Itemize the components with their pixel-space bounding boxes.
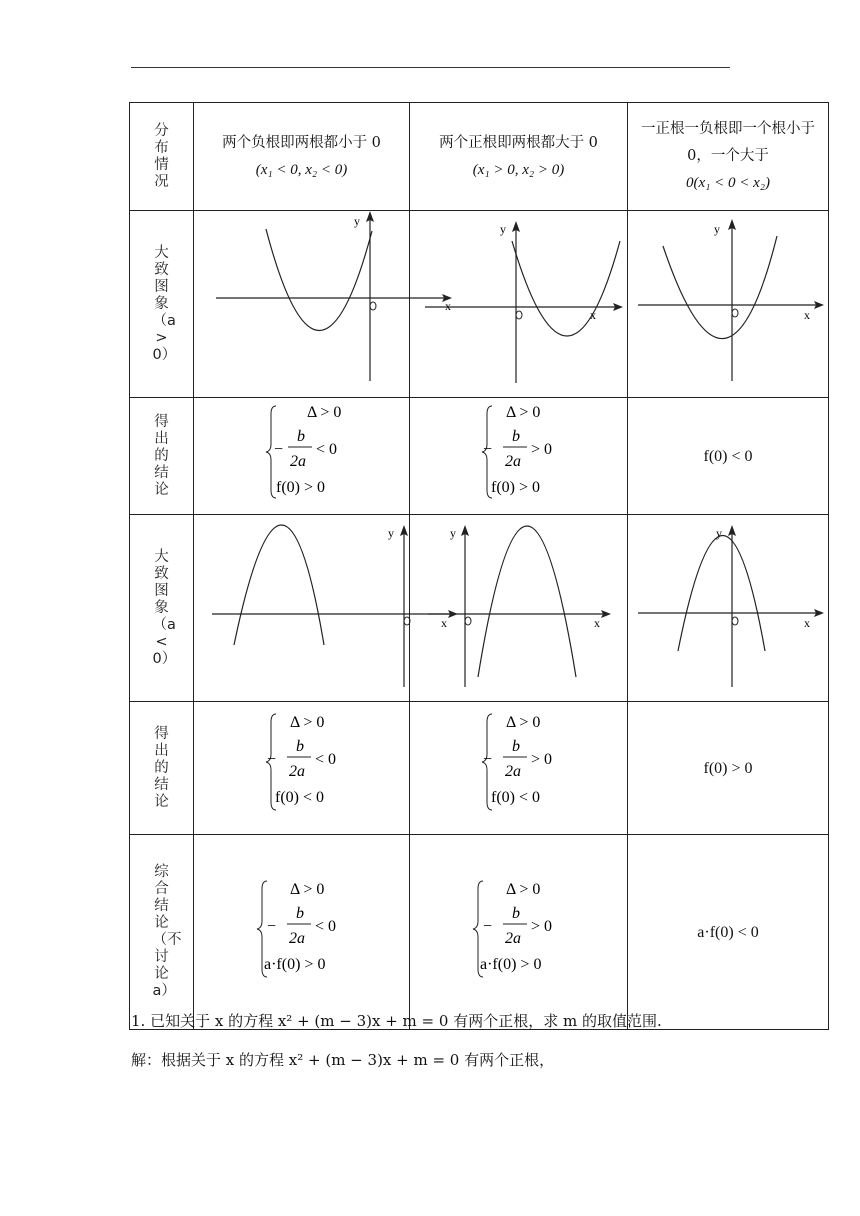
conclusion-row-a-positive xyxy=(130,398,829,515)
graph-cell xyxy=(628,211,829,398)
svg-text:b: b xyxy=(296,905,304,922)
svg-text:y: y xyxy=(500,222,506,236)
header-mixed-roots-condition: 0(x₁ < 0 < x₂) xyxy=(686,175,770,191)
graph-up-positive-roots xyxy=(410,211,627,393)
header-row xyxy=(130,103,829,211)
system-negative-roots-combined xyxy=(194,835,409,1025)
svg-text:y: y xyxy=(716,526,722,540)
svg-text:−: − xyxy=(483,751,493,768)
svg-text:2a: 2a xyxy=(289,930,305,947)
conclusion-row-a-negative xyxy=(130,702,829,835)
svg-text:Δ > 0: Δ > 0 xyxy=(307,404,342,421)
header-mixed-roots xyxy=(628,103,829,211)
conclusion-cell xyxy=(194,702,410,835)
svg-text:< 0: < 0 xyxy=(315,918,337,935)
graph-cell xyxy=(410,515,628,702)
svg-text:x: x xyxy=(441,616,447,630)
svg-text:Δ > 0: Δ > 0 xyxy=(506,881,541,898)
combined-conclusion-row xyxy=(130,835,829,1030)
svg-text:b: b xyxy=(512,905,520,922)
conclusion-cell xyxy=(410,398,628,515)
svg-text:Δ > 0: Δ > 0 xyxy=(506,404,541,421)
header-negative-roots-condition: (x₁ < 0, x₂ < 0) xyxy=(255,161,348,178)
svg-text:Δ > 0: Δ > 0 xyxy=(506,714,541,731)
svg-text:−: − xyxy=(267,918,277,935)
system-positive-roots-a-positive xyxy=(410,398,627,510)
svg-text:x: x xyxy=(804,308,810,322)
graph-row-a-positive xyxy=(130,211,829,398)
svg-text:f(0) < 0: f(0) < 0 xyxy=(491,789,541,806)
svg-text:> 0: > 0 xyxy=(531,751,553,768)
graph-down-negative-roots xyxy=(194,515,447,697)
svg-text:f(0) > 0: f(0) > 0 xyxy=(491,479,541,496)
svg-text:b: b xyxy=(297,428,305,445)
svg-text:2a: 2a xyxy=(505,763,521,780)
svg-text:2a: 2a xyxy=(505,930,521,947)
row-label-graph-a-negative: 大致图象（a<0） xyxy=(152,548,177,667)
svg-text:y: y xyxy=(714,222,720,236)
svg-text:x: x xyxy=(445,299,451,313)
system-positive-roots-combined xyxy=(410,835,627,1025)
graph-cell xyxy=(194,211,451,398)
system-negative-roots-a-negative xyxy=(194,702,409,830)
graph-cell xyxy=(628,515,829,702)
conclusion-mixed-combined: a·f(0) < 0 xyxy=(697,924,759,941)
conclusion-cell xyxy=(410,835,628,1030)
svg-text:y: y xyxy=(354,214,360,228)
problem-statement: 1. 已知关于 x 的方程 x² + (m − 3)x + m = 0 有两个正根，求 m 的取值范围. xyxy=(131,1012,662,1030)
svg-text:x: x xyxy=(804,616,810,630)
graph-down-positive-roots xyxy=(410,515,627,697)
svg-text:y: y xyxy=(388,526,394,540)
header-mixed-roots-title: 一正根一负根即一个根小于 0，一个大于 xyxy=(641,121,815,164)
row-label-graph-a-positive: 大致图象（a>0） xyxy=(152,244,177,363)
svg-text:f(0) > 0: f(0) > 0 xyxy=(276,479,326,496)
row-label-distribution: 分布情况 xyxy=(154,122,169,190)
row-label-conclusion: 得出的结论 xyxy=(154,413,169,498)
conclusion-cell xyxy=(628,835,829,1030)
header-negative-roots-title: 两个负根即两根都小于 0 xyxy=(222,134,381,151)
quadratic-root-distribution-table xyxy=(129,102,829,1030)
svg-text:Δ > 0: Δ > 0 xyxy=(290,714,325,731)
svg-text:Δ > 0: Δ > 0 xyxy=(290,881,325,898)
solution-start: 解：根据关于 x 的方程 x² + (m − 3)x + m = 0 有两个正根， xyxy=(131,1051,555,1069)
conclusion-cell xyxy=(194,398,410,515)
graph-cell xyxy=(194,515,447,702)
header-negative-roots xyxy=(194,103,410,211)
svg-text:b: b xyxy=(512,428,520,445)
svg-text:−: − xyxy=(267,751,277,768)
svg-text:< 0: < 0 xyxy=(315,751,337,768)
svg-text:2a: 2a xyxy=(289,763,305,780)
svg-text:b: b xyxy=(512,738,520,755)
row-label-conclusion: 得出的结论 xyxy=(154,725,169,810)
conclusion-cell xyxy=(410,702,628,835)
graph-cell xyxy=(410,211,628,398)
row-label-combined: 综合结论（不讨论a） xyxy=(152,864,182,999)
svg-text:x: x xyxy=(590,308,596,322)
top-rule xyxy=(131,67,730,68)
conclusion-mixed-a-positive: f(0) < 0 xyxy=(703,448,753,465)
conclusion-mixed-a-negative: f(0) > 0 xyxy=(703,760,753,777)
svg-text:a·f(0) > 0: a·f(0) > 0 xyxy=(480,956,542,973)
svg-text:−: − xyxy=(483,441,493,458)
svg-text:b: b xyxy=(296,738,304,755)
header-positive-roots-condition: (x₁ > 0, x₂ > 0) xyxy=(472,161,565,178)
graph-up-mixed-roots xyxy=(628,211,828,393)
svg-text:−: − xyxy=(274,441,284,458)
svg-text:x: x xyxy=(594,616,600,630)
graph-down-mixed-roots xyxy=(628,515,828,697)
conclusion-cell xyxy=(194,835,410,1030)
svg-text:2a: 2a xyxy=(505,453,521,470)
svg-text:2a: 2a xyxy=(290,453,306,470)
system-positive-roots-a-negative xyxy=(410,702,627,830)
conclusion-cell xyxy=(628,702,829,835)
svg-text:f(0) < 0: f(0) < 0 xyxy=(275,789,325,806)
svg-text:< 0: < 0 xyxy=(316,441,338,458)
svg-text:−: − xyxy=(483,918,493,935)
header-positive-roots xyxy=(410,103,628,211)
row-label-cell xyxy=(130,103,194,211)
header-positive-roots-title: 两个正根即两根都大于 0 xyxy=(439,134,598,151)
conclusion-cell xyxy=(628,398,829,515)
graph-row-a-negative xyxy=(130,515,829,702)
svg-text:a·f(0) > 0: a·f(0) > 0 xyxy=(264,956,326,973)
graph-up-negative-roots xyxy=(194,211,451,393)
svg-text:> 0: > 0 xyxy=(531,918,553,935)
system-negative-roots-a-positive xyxy=(194,398,409,510)
svg-text:> 0: > 0 xyxy=(531,441,553,458)
svg-text:y: y xyxy=(450,526,456,540)
